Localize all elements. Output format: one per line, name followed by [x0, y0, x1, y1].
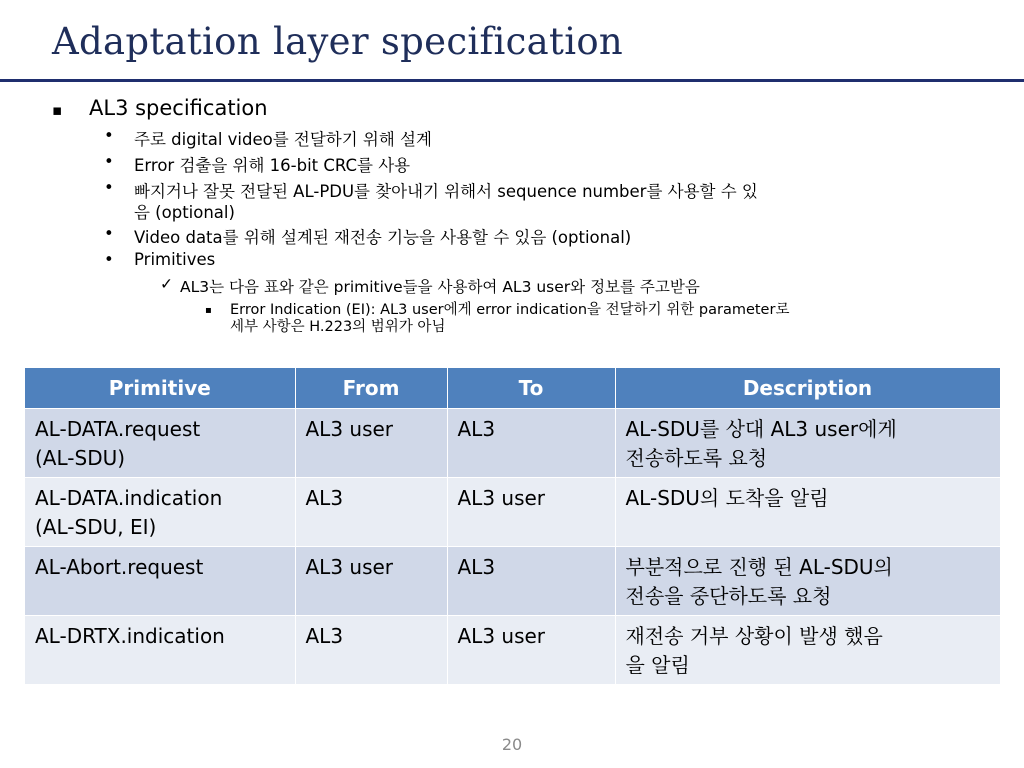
primitive-name: AL-DATA.indication	[35, 486, 223, 510]
bullet-al3-specification: AL3 specification	[89, 96, 268, 120]
cell-from: AL3	[295, 478, 447, 547]
dot-bullet-icon: •	[104, 152, 114, 171]
table-row	[25, 409, 1000, 478]
bullet-primitives: Primitives	[134, 250, 216, 269]
primitives-table	[25, 368, 1001, 684]
cell-to: AL3 user	[447, 616, 615, 685]
column-header-description: Description	[615, 368, 1000, 409]
table-header-row	[25, 368, 1000, 409]
bullet-crc: Error 검출을 위해 16-bit CRC를 사용	[134, 156, 411, 175]
cell-description	[615, 616, 1000, 685]
bullet-al3-primitives: AL3는 다음 표와 같은 primitive들을 사용하여 AL3 user와 정보를 주고받음	[180, 278, 700, 296]
description-line: 부분적으로 진행 된 AL-SDU의	[625, 555, 893, 579]
primitive-params: (AL-SDU)	[35, 446, 126, 470]
dot-bullet-icon: •	[104, 126, 114, 145]
title-divider	[0, 79, 1024, 82]
cell-primitive	[25, 478, 295, 547]
slide-title: Adaptation layer specification	[52, 20, 624, 63]
cell-from: AL3 user	[295, 547, 447, 616]
square-bullet-icon: ▪	[205, 305, 212, 316]
primitive-name: AL-DATA.request	[35, 417, 201, 441]
table-row	[25, 547, 1000, 616]
column-header-primitive: Primitive	[25, 368, 295, 409]
bullet-retransmission: Video data를 위해 설계된 재전송 기능을 사용할 수 있음 (optional)	[134, 228, 632, 247]
dot-bullet-icon: •	[104, 250, 114, 269]
bullet-error-indication: Error Indication (EI): AL3 user에게 error indication을 전달하기 위한 parameter로	[230, 302, 790, 318]
cell-description	[615, 547, 1000, 616]
description-line: 전송하도록 요청	[625, 446, 768, 470]
description-line: 전송을 중단하도록 요청	[625, 584, 832, 608]
cell-from: AL3	[295, 616, 447, 685]
cell-primitive	[25, 616, 295, 685]
checkmark-icon: ✓	[160, 275, 173, 293]
cell-to: AL3	[447, 547, 615, 616]
cell-primitive	[25, 409, 295, 478]
dot-bullet-icon: •	[104, 224, 114, 243]
cell-primitive	[25, 547, 295, 616]
dot-bullet-icon: •	[104, 178, 114, 197]
cell-to: AL3	[447, 409, 615, 478]
bullet-digital-video: 주로 digital video를 전달하기 위해 설계	[134, 130, 432, 149]
description-line: 을 알림	[625, 653, 690, 677]
primitive-name: AL-DRTX.indication	[35, 624, 225, 648]
page-number: 20	[501, 735, 523, 754]
column-header-from: From	[295, 368, 447, 409]
table-row	[25, 478, 1000, 547]
cell-description	[615, 478, 1000, 547]
cell-from: AL3 user	[295, 409, 447, 478]
table-row	[25, 616, 1000, 685]
cell-to: AL3 user	[447, 478, 615, 547]
description-line: 재전송 거부 상황이 발생 했음	[625, 624, 883, 648]
primitive-name: AL-Abort.request	[35, 555, 204, 579]
description-line: AL-SDU의 도착을 알림	[625, 486, 829, 510]
square-bullet-icon: ▪	[52, 101, 63, 119]
cell-description	[615, 409, 1000, 478]
bullet-sequence-number: 빠지거나 잘못 전달된 AL-PDU를 찾아내기 위해서 sequence number를 사용할 수 있	[134, 182, 758, 201]
column-header-to: To	[447, 368, 615, 409]
bullet-error-indication-cont: 세부 사항은 H.223의 범위가 아님	[230, 319, 446, 335]
description-line: AL-SDU를 상대 AL3 user에게	[625, 417, 897, 441]
primitive-params: (AL-SDU, EI)	[35, 515, 157, 539]
bullet-sequence-number-cont: 음 (optional)	[134, 203, 235, 222]
